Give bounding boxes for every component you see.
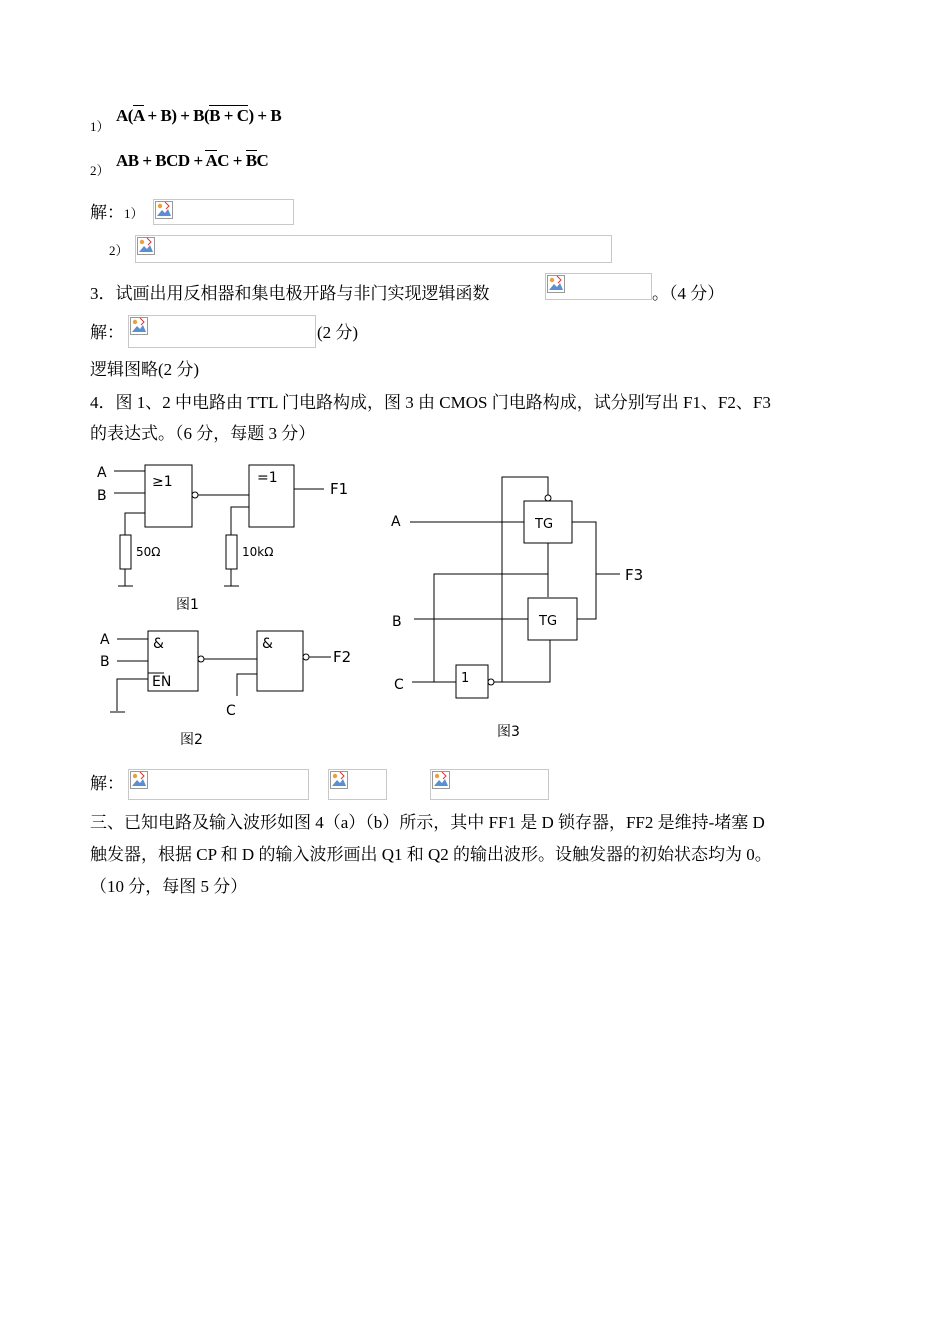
expr-part: AB + BCD + xyxy=(116,151,206,170)
item1-label: 1） xyxy=(90,119,110,134)
broken-image-icon xyxy=(547,275,565,293)
broken-image-icon xyxy=(130,771,148,789)
solution-label xyxy=(90,202,144,225)
q3-text: 3．试画出用反相器和集电极开路与非门实现逻辑函数 xyxy=(90,284,490,303)
q3-solution-points: (2 分) xyxy=(317,323,359,342)
q4-line1: 4．图 1、2 中电路由 TTL 门电路构成，图 3 由 CMOS 门电路构成，试分别写出 F1、F2、F3 xyxy=(90,393,771,412)
fig2-gate1-en: EN xyxy=(152,674,172,690)
broken-image-icon xyxy=(130,317,148,335)
expr-part: + B) + B( xyxy=(143,106,210,125)
broken-image-f1 xyxy=(128,769,309,800)
fig3-input-b: B xyxy=(392,614,402,630)
fig2-input-b: B xyxy=(100,654,110,670)
fig1-output: F1 xyxy=(330,480,349,498)
sol1-label: 1） xyxy=(124,206,144,221)
broken-image-f3 xyxy=(430,769,549,800)
fig2-input-a: A xyxy=(100,632,110,648)
expr-overbar-group xyxy=(209,105,248,125)
q4-line2: 的表达式。（6 分，每题 3 分） xyxy=(90,424,316,443)
q3-points: 。（4 分） xyxy=(652,284,725,303)
item2-label: 2） xyxy=(90,163,110,178)
fig1-resistor2-label: 10kΩ xyxy=(242,545,274,559)
fig2-input-c: C xyxy=(226,703,236,719)
fig3-inverter-label: 1 xyxy=(461,671,470,686)
fig3-input-c: C xyxy=(394,677,404,693)
expr-overbar: B xyxy=(245,151,257,170)
broken-image-f2 xyxy=(328,769,387,800)
expr-part: + C xyxy=(220,106,249,125)
fig2-gate1-and: & xyxy=(153,636,164,652)
fig2-caption: 图2 xyxy=(180,732,203,748)
figure-2 xyxy=(110,631,331,712)
item1-expression xyxy=(116,106,281,126)
fig3-tg1-label: TG xyxy=(535,517,554,532)
sol-prefix: 解： xyxy=(90,203,124,222)
item2-expression xyxy=(116,151,268,171)
fig2-output: F2 xyxy=(333,648,352,666)
q3-solution-label: 解： xyxy=(90,323,124,342)
circuit-figures xyxy=(0,455,950,755)
q3-diagram-note: 逻辑图略(2 分) xyxy=(90,360,200,379)
expr-overbar: A xyxy=(132,106,144,125)
figure-3 xyxy=(410,477,620,698)
section3-line1: 三、已知电路及输入波形如图 4（a）（b）所示，其中 FF1 是 D 锁存器，FF2 是维持-堵塞 D xyxy=(90,813,765,832)
fig2-gate2-and: & xyxy=(262,636,273,652)
sol2-label: 2） xyxy=(109,243,129,258)
fig1-xor-symbol: =1 xyxy=(257,470,278,486)
broken-image-sol2 xyxy=(135,235,612,263)
section3-line3: （10 分，每图 5 分） xyxy=(90,877,248,896)
expr-part: ) + B xyxy=(248,106,282,125)
expr-part: C + xyxy=(217,151,246,170)
expr-part: A( xyxy=(116,106,133,125)
resistor-10k xyxy=(226,535,237,569)
broken-image-q3-solution xyxy=(128,315,316,348)
broken-image-icon xyxy=(155,201,173,219)
q4-solution-label: 解： xyxy=(90,774,124,793)
fig3-caption: 图3 xyxy=(497,724,520,740)
fig3-output: F3 xyxy=(625,566,644,584)
broken-image-icon xyxy=(330,771,348,789)
resistor-50 xyxy=(120,535,131,569)
broken-image-icon xyxy=(432,771,450,789)
fig3-tg2-label: TG xyxy=(539,614,558,629)
fig1-resistor1-label: 50Ω xyxy=(136,545,161,559)
fig1-or-symbol: ≥1 xyxy=(152,474,173,490)
expr-overbar: B xyxy=(209,106,221,125)
fig1-input-b: B xyxy=(97,488,107,504)
expr-overbar: A xyxy=(205,151,218,170)
fig3-input-a: A xyxy=(391,514,401,530)
fig1-caption: 图1 xyxy=(176,597,199,613)
broken-image-icon xyxy=(137,237,155,255)
broken-image-q3-function xyxy=(545,273,652,300)
figure-1 xyxy=(114,465,324,586)
section3-line2: 触发器，根据 CP 和 D 的输入波形画出 Q1 和 Q2 的输出波形。设触发器的初始状态均为 0。 xyxy=(90,845,772,864)
broken-image-sol1 xyxy=(153,199,294,225)
expr-part: C xyxy=(256,151,269,170)
fig1-input-a: A xyxy=(97,465,107,481)
